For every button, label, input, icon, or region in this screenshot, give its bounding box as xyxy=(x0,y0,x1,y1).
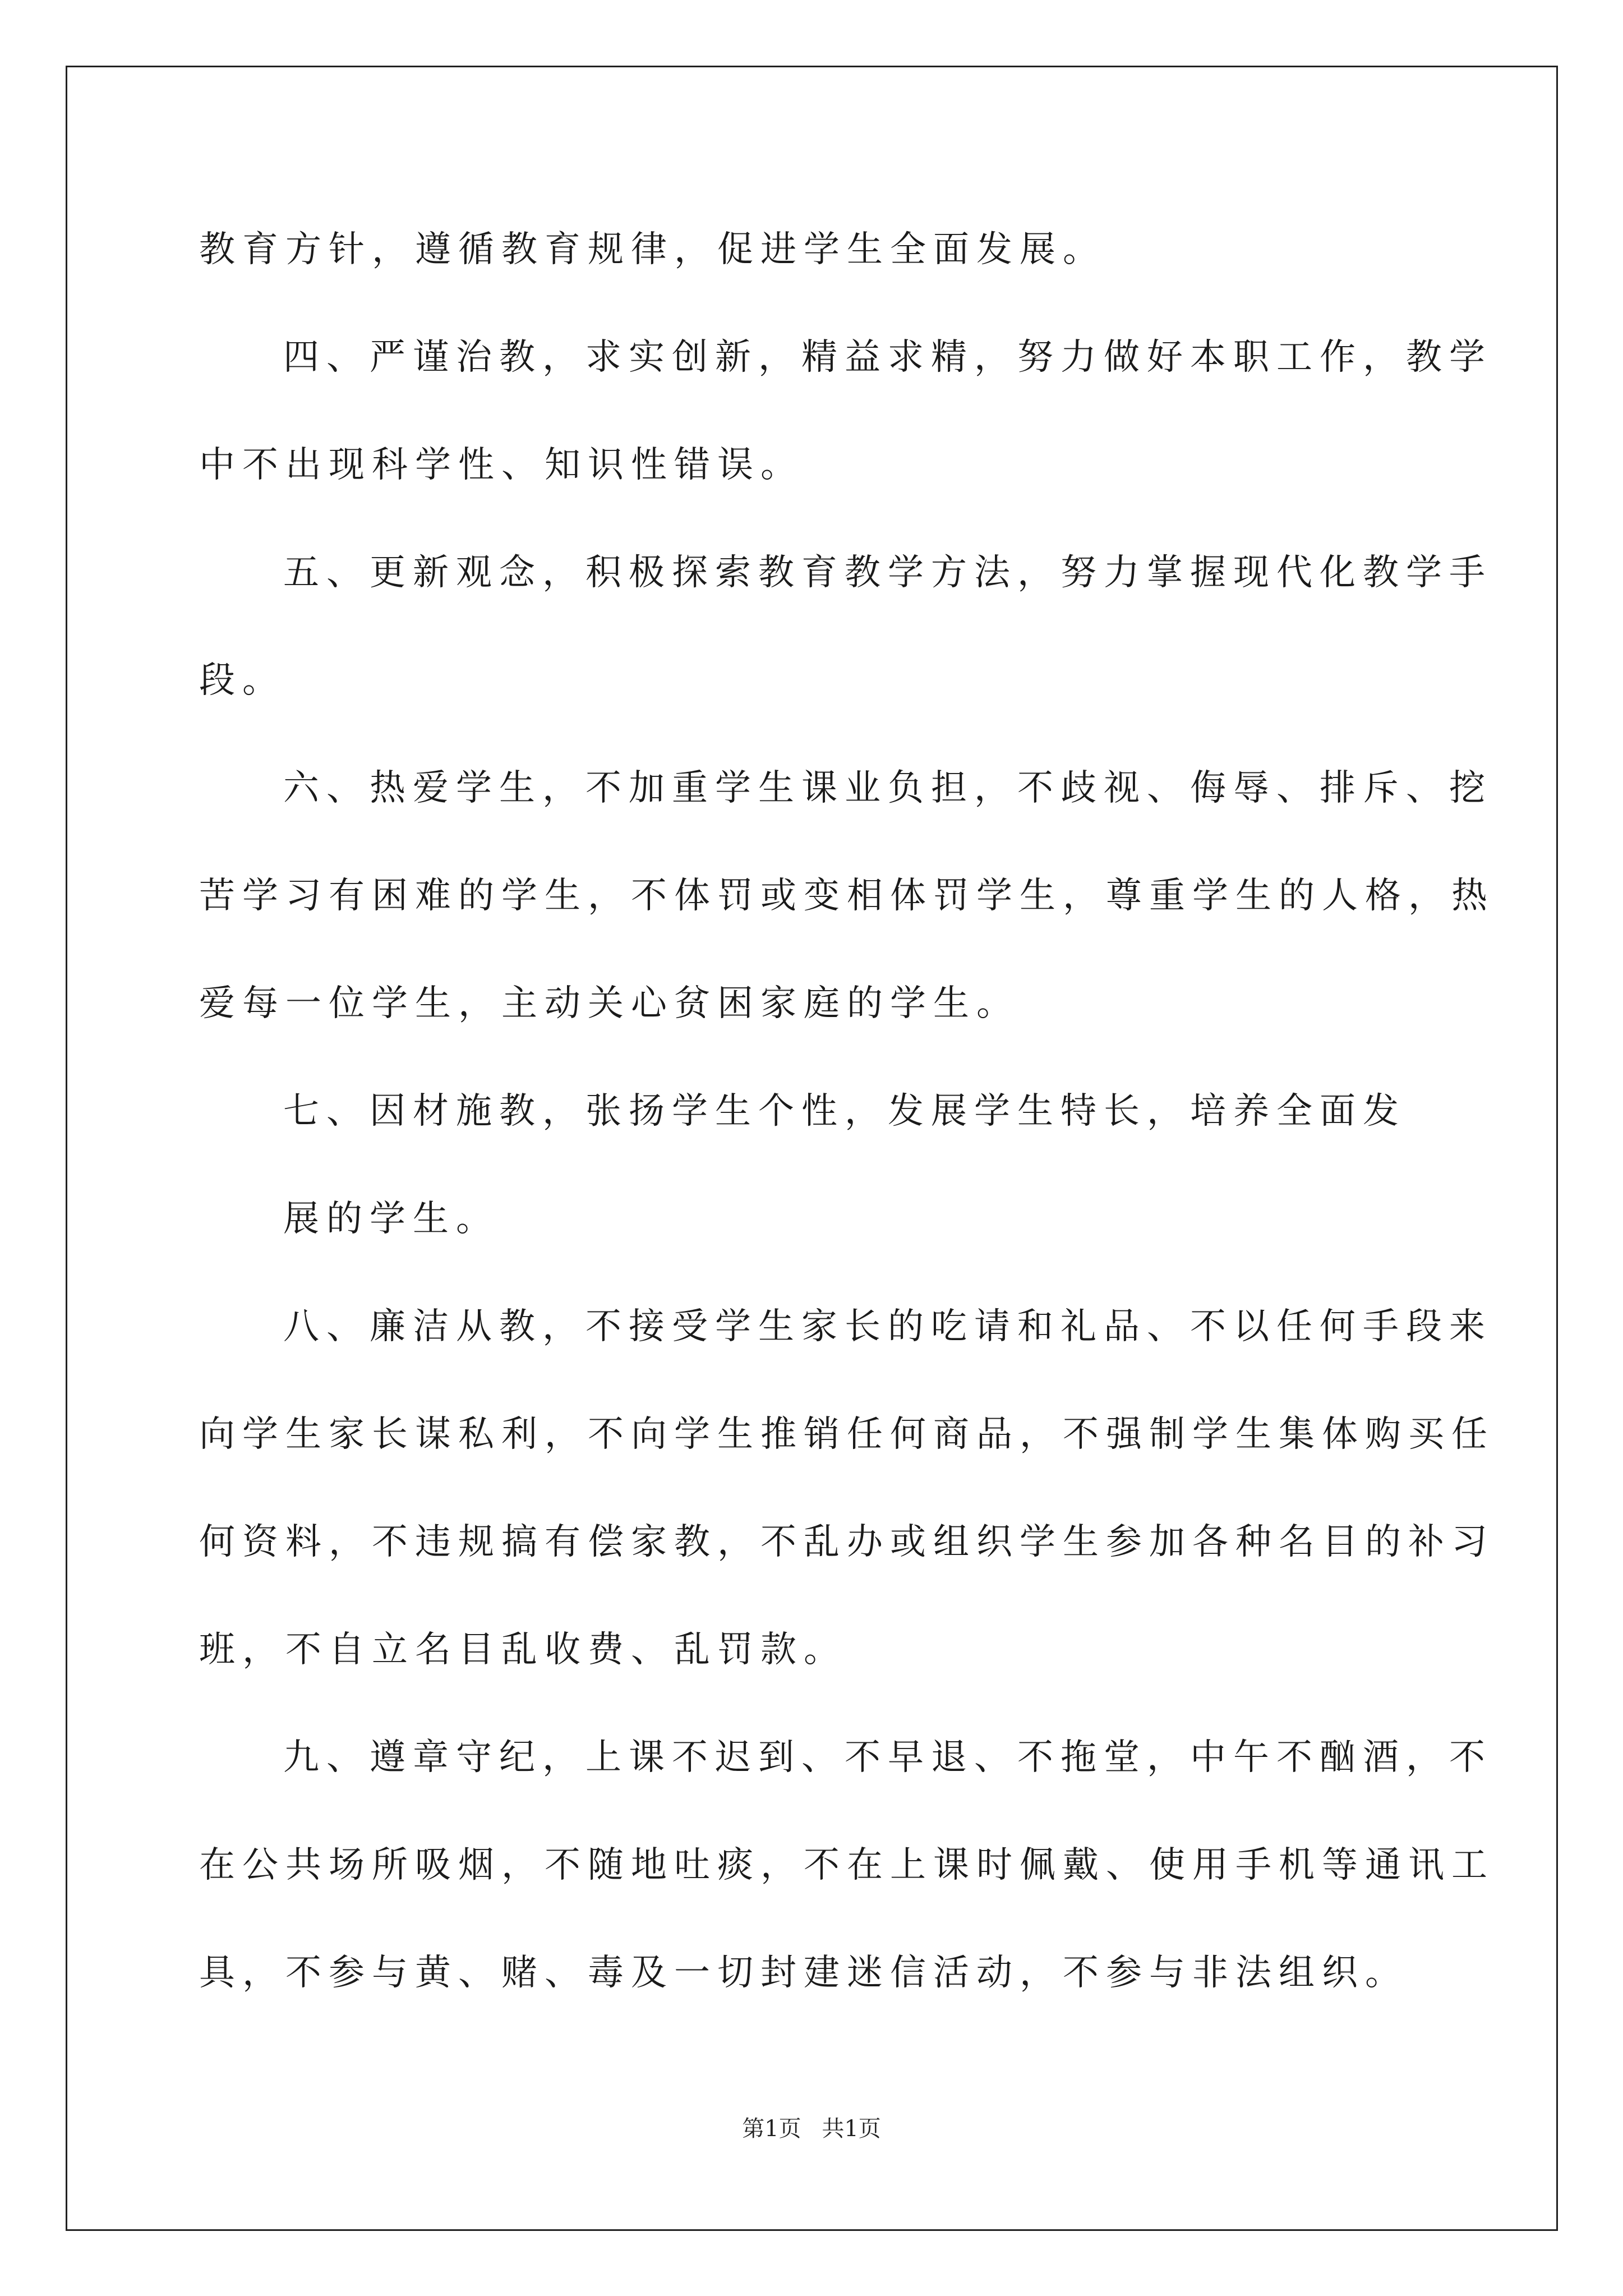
page-total: 共1页 xyxy=(822,2116,881,2142)
text-line: 向学生家长谋私利，不向学生推销任何商品，不强制学生集体购买任 xyxy=(199,1414,1495,1455)
text-line: 六、热爱学生，不加重学生课业负担，不歧视、侮辱、排斥、挖 xyxy=(283,767,1492,809)
text-line: 班，不自立名目乱收费、乱罚款。 xyxy=(199,1629,847,1671)
text-line: 九、遵章守纪，上课不迟到、不早退、不拖堂，中午不酗酒，不 xyxy=(283,1737,1492,1778)
text-line: 具，不参与黄、赌、毒及一切封建迷信活动，不参与非法组织。 xyxy=(199,1952,1408,1994)
text-line: 爱每一位学生，主动关心贫困家庭的学生。 xyxy=(199,983,1020,1024)
text-line: 四、严谨治教，求实创新，精益求精，努力做好本职工作，教学 xyxy=(283,337,1492,378)
text-line: 教育方针，遵循教育规律，促进学生全面发展。 xyxy=(199,229,1106,270)
text-line: 七、因材施教，张扬学生个性，发展学生特长，培养全面发 xyxy=(283,1091,1406,1132)
text-line: 在公共场所吸烟，不随地吐痰，不在上课时佩戴、使用手机等通讯工 xyxy=(199,1844,1495,1886)
text-line: 展的学生。 xyxy=(283,1198,499,1240)
text-line: 段。 xyxy=(199,660,285,701)
text-line: 八、廉洁从教，不接受学生家长的吃请和礼品、不以任何手段来 xyxy=(283,1306,1492,1347)
text-line: 苦学习有困难的学生，不体罚或变相体罚学生，尊重学生的人格，热 xyxy=(199,875,1495,917)
page-frame xyxy=(66,66,1558,2231)
page-footer xyxy=(0,2115,1623,2143)
text-line: 何资料，不违规搞有偿家教，不乱办或组织学生参加各种名目的补习 xyxy=(199,1521,1495,1563)
page-number: 第1页 xyxy=(742,2116,801,2142)
text-line: 五、更新观念，积极探索教育教学方法，努力掌握现代化教学手 xyxy=(283,552,1492,593)
text-line: 中不出现科学性、知识性错误。 xyxy=(199,444,804,486)
